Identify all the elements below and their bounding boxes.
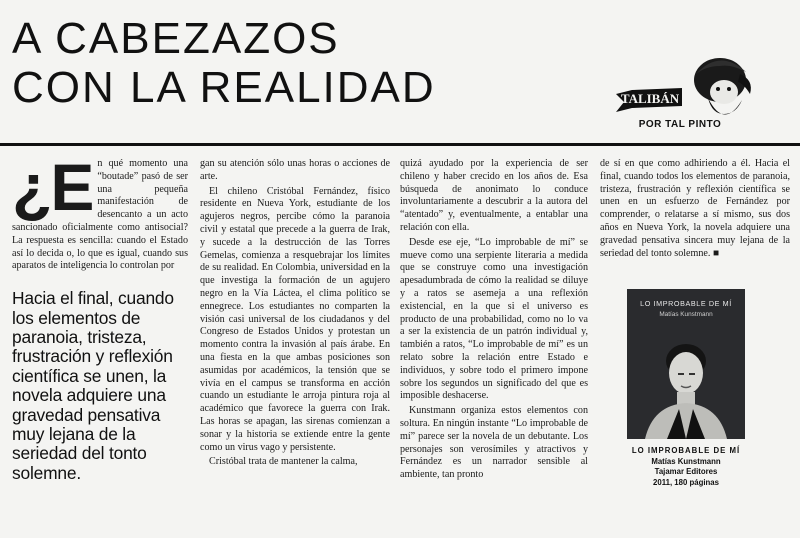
cover-author: Matías Kunstmann <box>659 311 713 318</box>
text-column-3 <box>400 158 588 484</box>
cover-portrait <box>627 289 745 439</box>
paragraph: Desde ese eje, “Lo improbable de mí” se mueve como una serpiente literaria a medida que se construye como una investigación apesadumbrada de cómo la realidad se diluye y a ratos se asemeja a una reflexión existencial, en la que si el universo es producto de una probabilidad, como no lo va a ser la existencia de un patrón individual y, también a ratos, “Lo improbable de mí” es un relato sobre la relación entre Estado e individuos, y sobre todo el primero impone sobre los segundos un significado del que es imposible deshacerse. <box>400 236 588 402</box>
paragraph: Kunstmann organiza estos elementos con soltura. En ningún instante “Lo improbable de mí” parece ser la novela de un debutante. Los personajes son verosímiles y atractivos y Fernández es un narrador sensible al ambiente, tan pronto <box>400 405 588 481</box>
headline-line-1: A CABEZAZOS <box>12 14 340 63</box>
logo-brand: TALIBÁN <box>620 91 680 106</box>
headline-line-2: CON LA REALIDAD <box>12 63 436 112</box>
lead-text: n qué momento una “boutade” pasó de ser una pequeña manifestación de desencanto a un acto sancionado oficialmente como antisocial? La respuesta es sencilla: cuando el Estado así lo decida o, lo que es igual, cuando sus aparatos de inteligencia lo controlan por <box>12 158 188 272</box>
cover-title: LO IMPROBABLE DE MÍ <box>640 299 732 308</box>
caption-publisher: Tajamar Editores <box>654 467 718 477</box>
article-headline <box>12 14 436 112</box>
caption-details: 2011, 180 páginas <box>653 477 719 487</box>
paragraph: El chileno Cristóbal Fernández, físico residente en Nueva York, estudiante de los agujeros negros, percibe cómo la paranoia civil y estatal que precede a la guerra de Irak, y sucede a la destrucción de las Torres Gemelas, comienza a resquebrajar los límites de su realidad. En Colombia, universidad en la que investiga la formación de un agujero negro en la Vía Láctea, el clima político se ennegrece. Los estudiantes no comparten la visión casi universal de los ciudadanos y del Congreso de Estados Unidos y protestan un momento contra la invasión al país árabe. En una fiesta en la que ambas posiciones son asumidas por académicos, la tensión que se vivía en el campus se transforma en acción cuando un estudiante le arroja pintura roja al académico que favorece la guerra con Irak. Las horas se apagan, las sirenas comienzan a sonar y la historia se extiende entre la gente como un virus vago y persistente. <box>200 185 390 453</box>
pull-quote: Hacia el final, cuando los elementos de paranoia, tristeza, frustración y reflexión científica se unen, la novela adquiere una gravedad pensativa muy lejana de la seriedad del tonto solemne. <box>12 288 174 483</box>
book-cover-image <box>627 289 745 439</box>
caption-title: LO IMPROBABLE DE MÍ <box>631 446 741 455</box>
author-byline: POR TAL PINTO <box>638 119 722 130</box>
paragraph: gan su atención sólo unas horas o acciones de arte. <box>200 158 390 182</box>
caption-author: Matías Kunstmann <box>651 456 721 466</box>
book-caption <box>620 446 752 488</box>
header-rule <box>0 143 800 146</box>
drop-cap: ¿E <box>12 150 93 224</box>
paragraph: Cristóbal trata de mantener la calma, <box>209 456 358 468</box>
text-column-1 <box>12 150 188 483</box>
paragraph: quizá ayudado por la experiencia de ser chileno y haber crecido en los años de. Esa búsqueda de anonimato lo conduce involuntariamente a descubrir a la autora del “atentado” y, eventualmente, a entablar una relación con ella. <box>400 158 588 233</box>
lead-paragraph <box>12 150 188 273</box>
text-column-2 <box>200 158 390 471</box>
text-column-4 <box>600 158 790 262</box>
paragraph: de sí en que como adhiriendo a él. Hacia el final, cuando todos los elementos de paranoia, tristeza, frustración y reflexión científica se unen en un esfuerzo de Fernández por comprender, o relatarse a sí mismo, sus dos años en Nueva York, la novela adquiere una gravedad pensativa sincera muy lejana de la seriedad del tonto solemne. ■ <box>600 158 790 259</box>
